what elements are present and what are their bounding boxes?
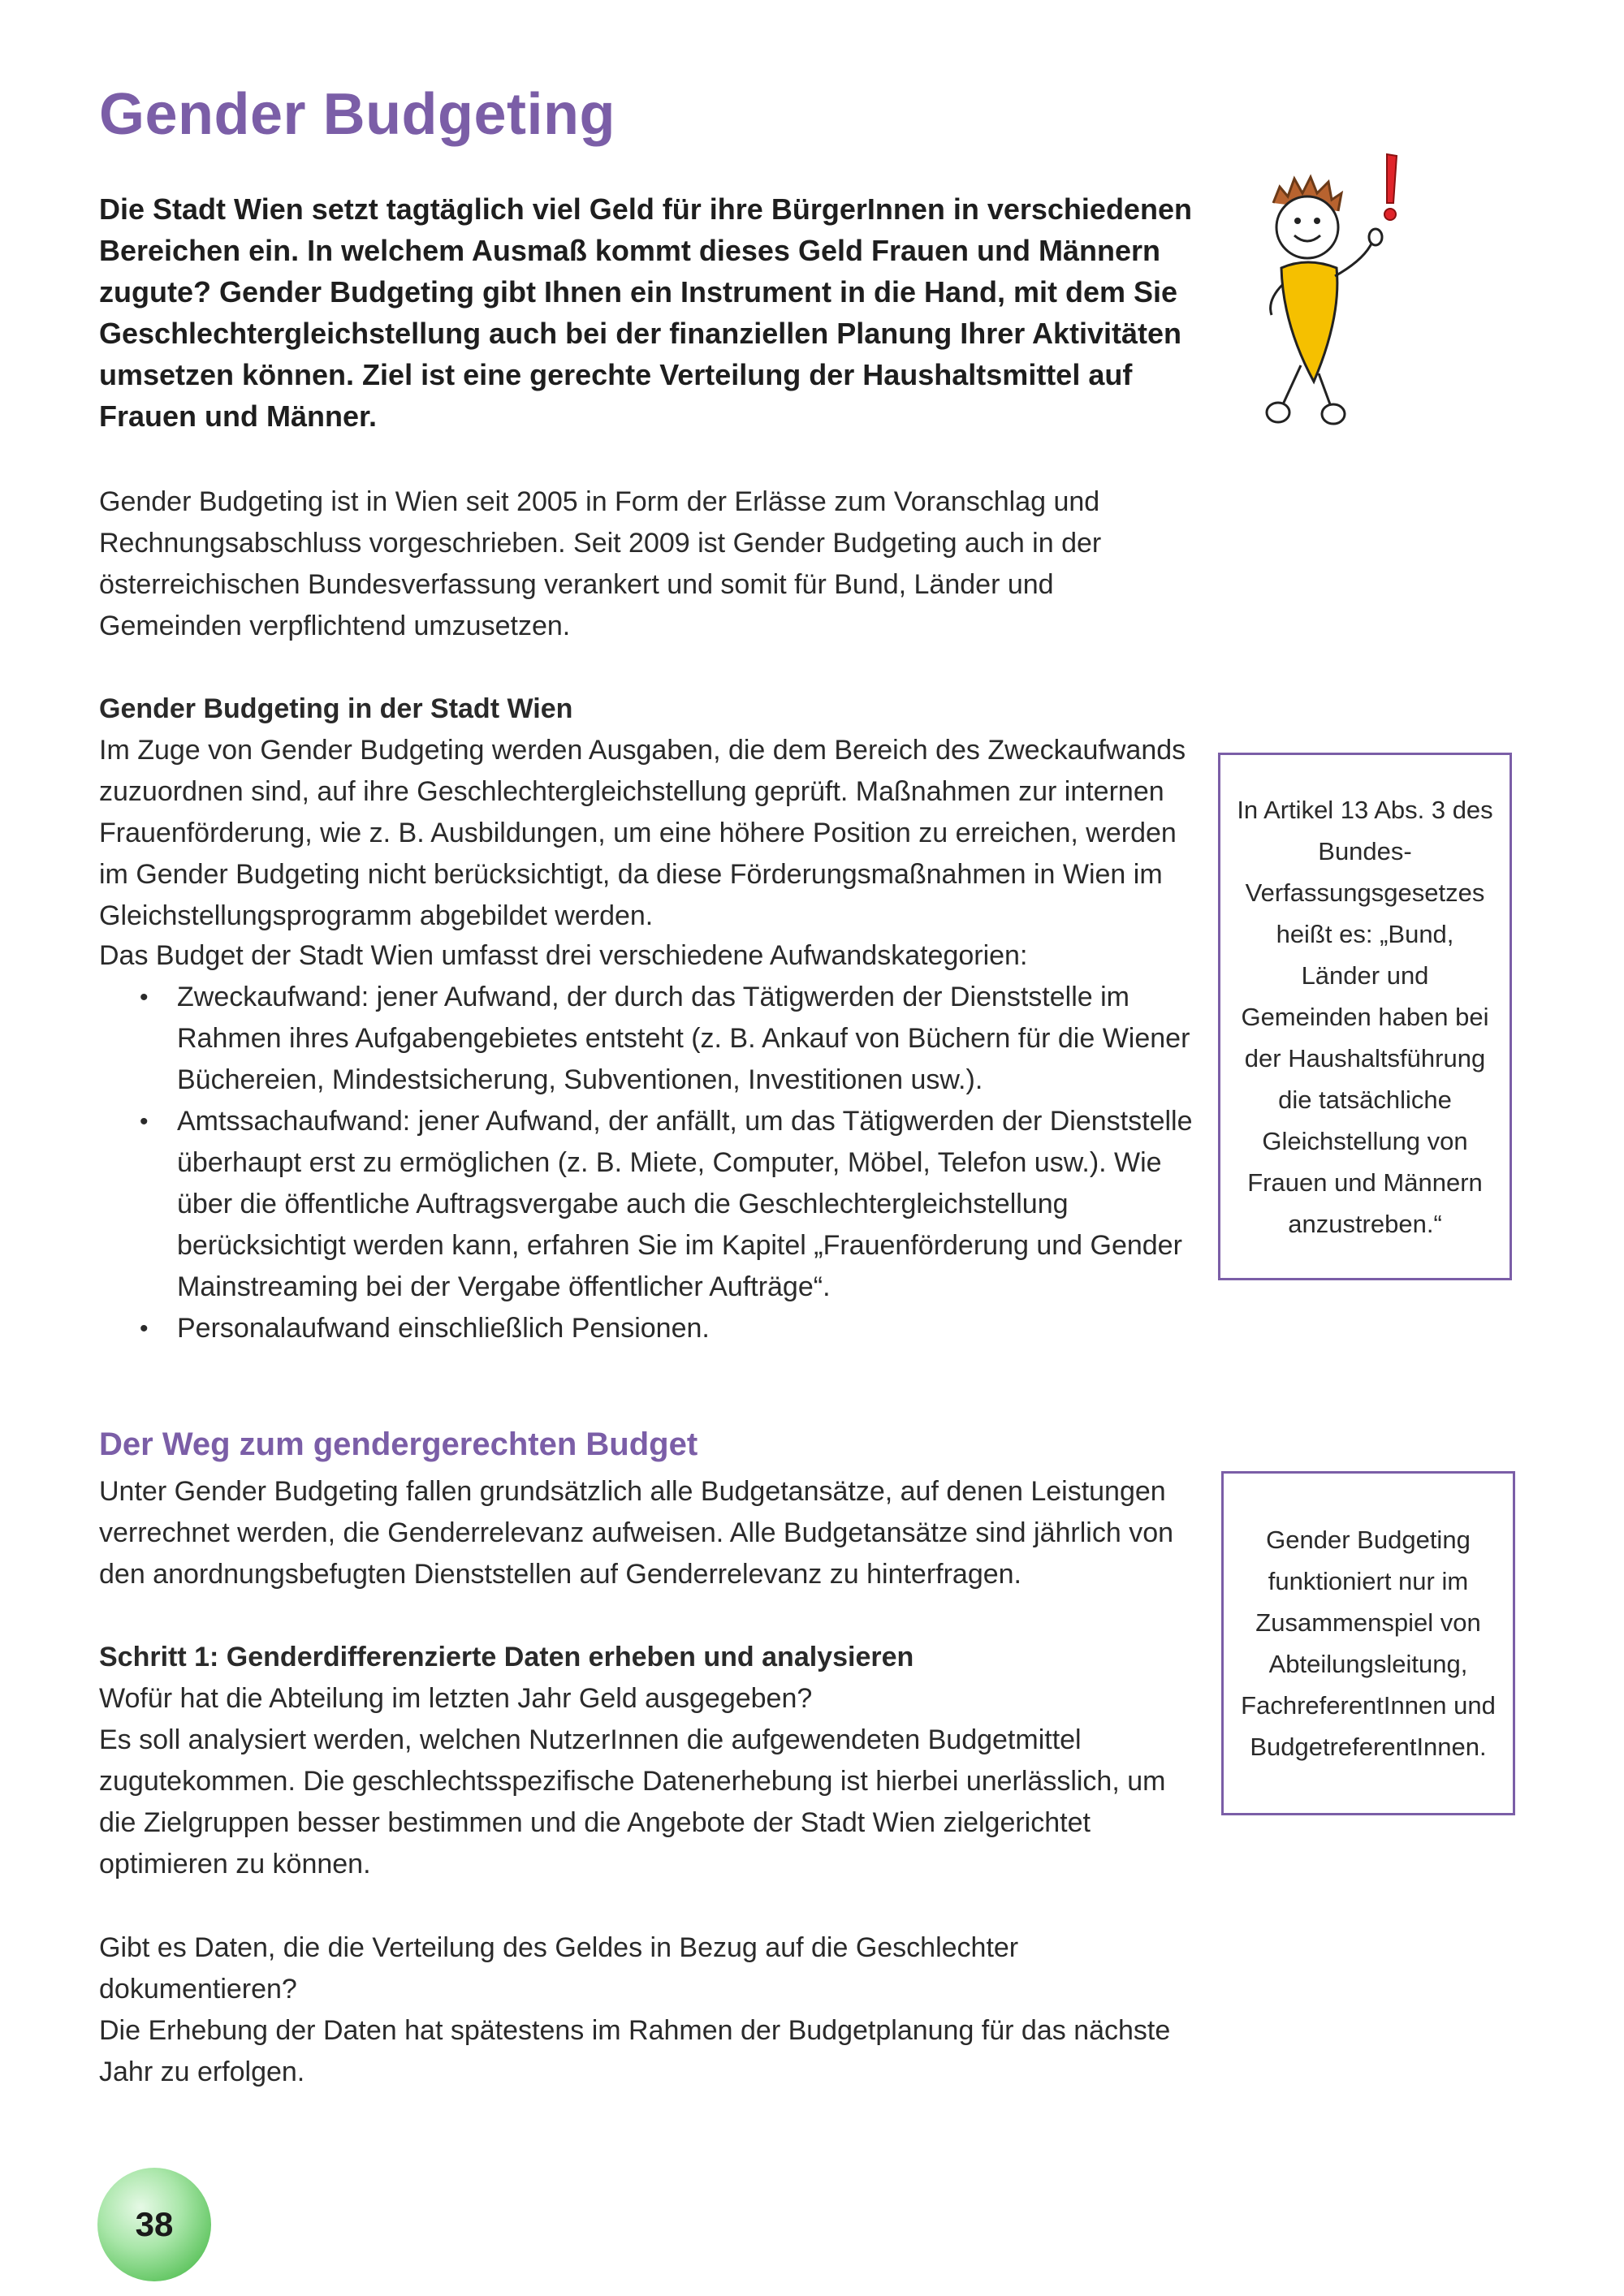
section-budget-text: Unter Gender Budgeting fallen grundsätzlich alle Budgetansätze, auf denen Leistungen verrechnet werden, die Genderrelevanz aufweisen. Alle Budgetansätze sind jährlich von den anordnungsbefugten Dienststellen auf Genderrelevanz zu hinterfragen. — [99, 1476, 1174, 1590]
figure-head — [1273, 177, 1341, 258]
step1-question: Wofür hat die Abteilung im letzten Jahr Geld ausgegeben? — [99, 1683, 813, 1714]
sidebox-cooperation — [1221, 1471, 1515, 1815]
sidebox-article-text: In Artikel 13 Abs. 3 des Bundes-Verfassungsgesetzes heißt es: „Bund, Länder und Gemeinden haben bei der Haushaltsführung die tatsächliche Gleichstellung von Frauen und Männern anzustreben.“ — [1237, 795, 1493, 1238]
list-item — [99, 1101, 1203, 1308]
sidebox-cooperation-text: Gender Budgeting funktioniert nur im Zusammenspiel von Abteilungsleitung, FachreferentInnen und BudgetreferentInnen. — [1241, 1526, 1496, 1761]
step1-followup — [99, 1927, 1203, 2093]
stick-figure-illustration — [1250, 146, 1413, 438]
bullet-glyph: • — [140, 984, 149, 1011]
categories-intro: Das Budget der Stadt Wien umfasst drei verschiedene Aufwandskategorien: — [99, 940, 1028, 971]
section-stadt-wien-heading: Gender Budgeting in der Stadt Wien — [99, 693, 573, 724]
bullet-glyph: • — [140, 1315, 149, 1342]
step1-question2: Gibt es Daten, die die Verteilung des Geldes in Bezug auf die Geschlechter dokumentieren? — [99, 1932, 1019, 2005]
list-item-text: Zweckaufwand: jener Aufwand, der durch das Tätigwerden der Dienststelle im Rahmen ihres Aufgabengebietes entsteht (z. B. Ankauf von Büchern für die Wiener Büchereien, Mindestsicherung, Subventionen, Investitionen usw.). — [177, 982, 1190, 1095]
intro-paragraph: Gender Budgeting ist in Wien seit 2005 in Form der Erlässe zum Voranschlag und Rechnungsabschluss vorgeschrieben. Seit 2009 ist Gender Budgeting auch in der österreichischen Bundesverfassung verankert und somit für Bund, Länder und Gemeinden verpflichtend umzusetzen. — [99, 486, 1102, 641]
sidebox-article — [1218, 753, 1512, 1280]
step1-block — [99, 1637, 1203, 1885]
section-heading-budget: Der Weg zum gendergerechten Budget — [99, 1426, 698, 1462]
lead-paragraph: Die Stadt Wien setzt tagtäglich viel Geld für ihre BürgerInnen in verschiedenen Bereichen ein. In welchem Ausmaß kommt dieses Geld Frauen und Männern zugute? Gender Budgeting gibt Ihnen ein Instrument in die Hand, mit dem Sie Geschlechtergleichstellung auch bei der finanziellen Planung Ihrer Aktivitäten umsetzen können. Ziel ist eine gerechte Verteilung der Haushaltsmittel auf Frauen und Männer. — [99, 192, 1192, 433]
page-number: 38 — [135, 2205, 174, 2243]
categories-list — [99, 977, 1203, 1349]
page-title: Gender Budgeting — [99, 82, 615, 147]
list-item-text: Personalaufwand einschließlich Pensionen. — [177, 1313, 710, 1344]
exclamation-icon — [1384, 154, 1397, 220]
step1-text2: Die Erhebung der Daten hat spätestens im Rahmen der Budgetplanung für das nächste Jahr zu erfolgen. — [99, 2015, 1171, 2087]
bullet-glyph: • — [140, 1108, 149, 1135]
list-item-text: Amtssachaufwand: jener Aufwand, der anfällt, um das Tätigwerden der Dienststelle überhaupt erst zu ermöglichen (z. B. Miete, Computer, Möbel, Telefon usw.). Wie über die öffentliche Auftragsvergabe auch die Geschlechtergleichstellung berücksichtigt werden kann, erfahren Sie im Kapitel „Frauenförderung und Gender Mainstreaming bei der Vergabe öffentlicher Aufträge“. — [177, 1106, 1193, 1302]
section-stadt-wien — [99, 688, 1203, 937]
list-item — [99, 1308, 1203, 1349]
page-number-badge — [97, 2168, 211, 2281]
section-stadt-wien-text: Im Zuge von Gender Budgeting werden Ausgaben, die dem Bereich des Zweckaufwands zuzuordnen sind, auf ihre Geschlechtergleichstellung geprüft. Maßnahmen zur internen Frauenförderung, wie z. B. Ausbildungen, um eine höhere Position zu erreichen, werden im Gender Budgeting nicht berücksichtigt, da diese Förderungsmaßnahmen in Wien im Gleichstellungsprogramm abgebildet werden. — [99, 735, 1186, 931]
step1-heading: Schritt 1: Genderdifferenzierte Daten erheben und analysieren — [99, 1642, 914, 1672]
step1-text: Es soll analysiert werden, welchen NutzerInnen die aufgewendeten Budgetmittel zugutekommen. Die geschlechtsspezifische Datenerhebung ist hierbei unerlässlich, um die Zielgruppen besser bestimmen und die Angebote der Stadt Wien zielgerichtet optimieren zu können. — [99, 1724, 1166, 1880]
figure-body — [1267, 229, 1382, 424]
list-item — [99, 977, 1203, 1101]
